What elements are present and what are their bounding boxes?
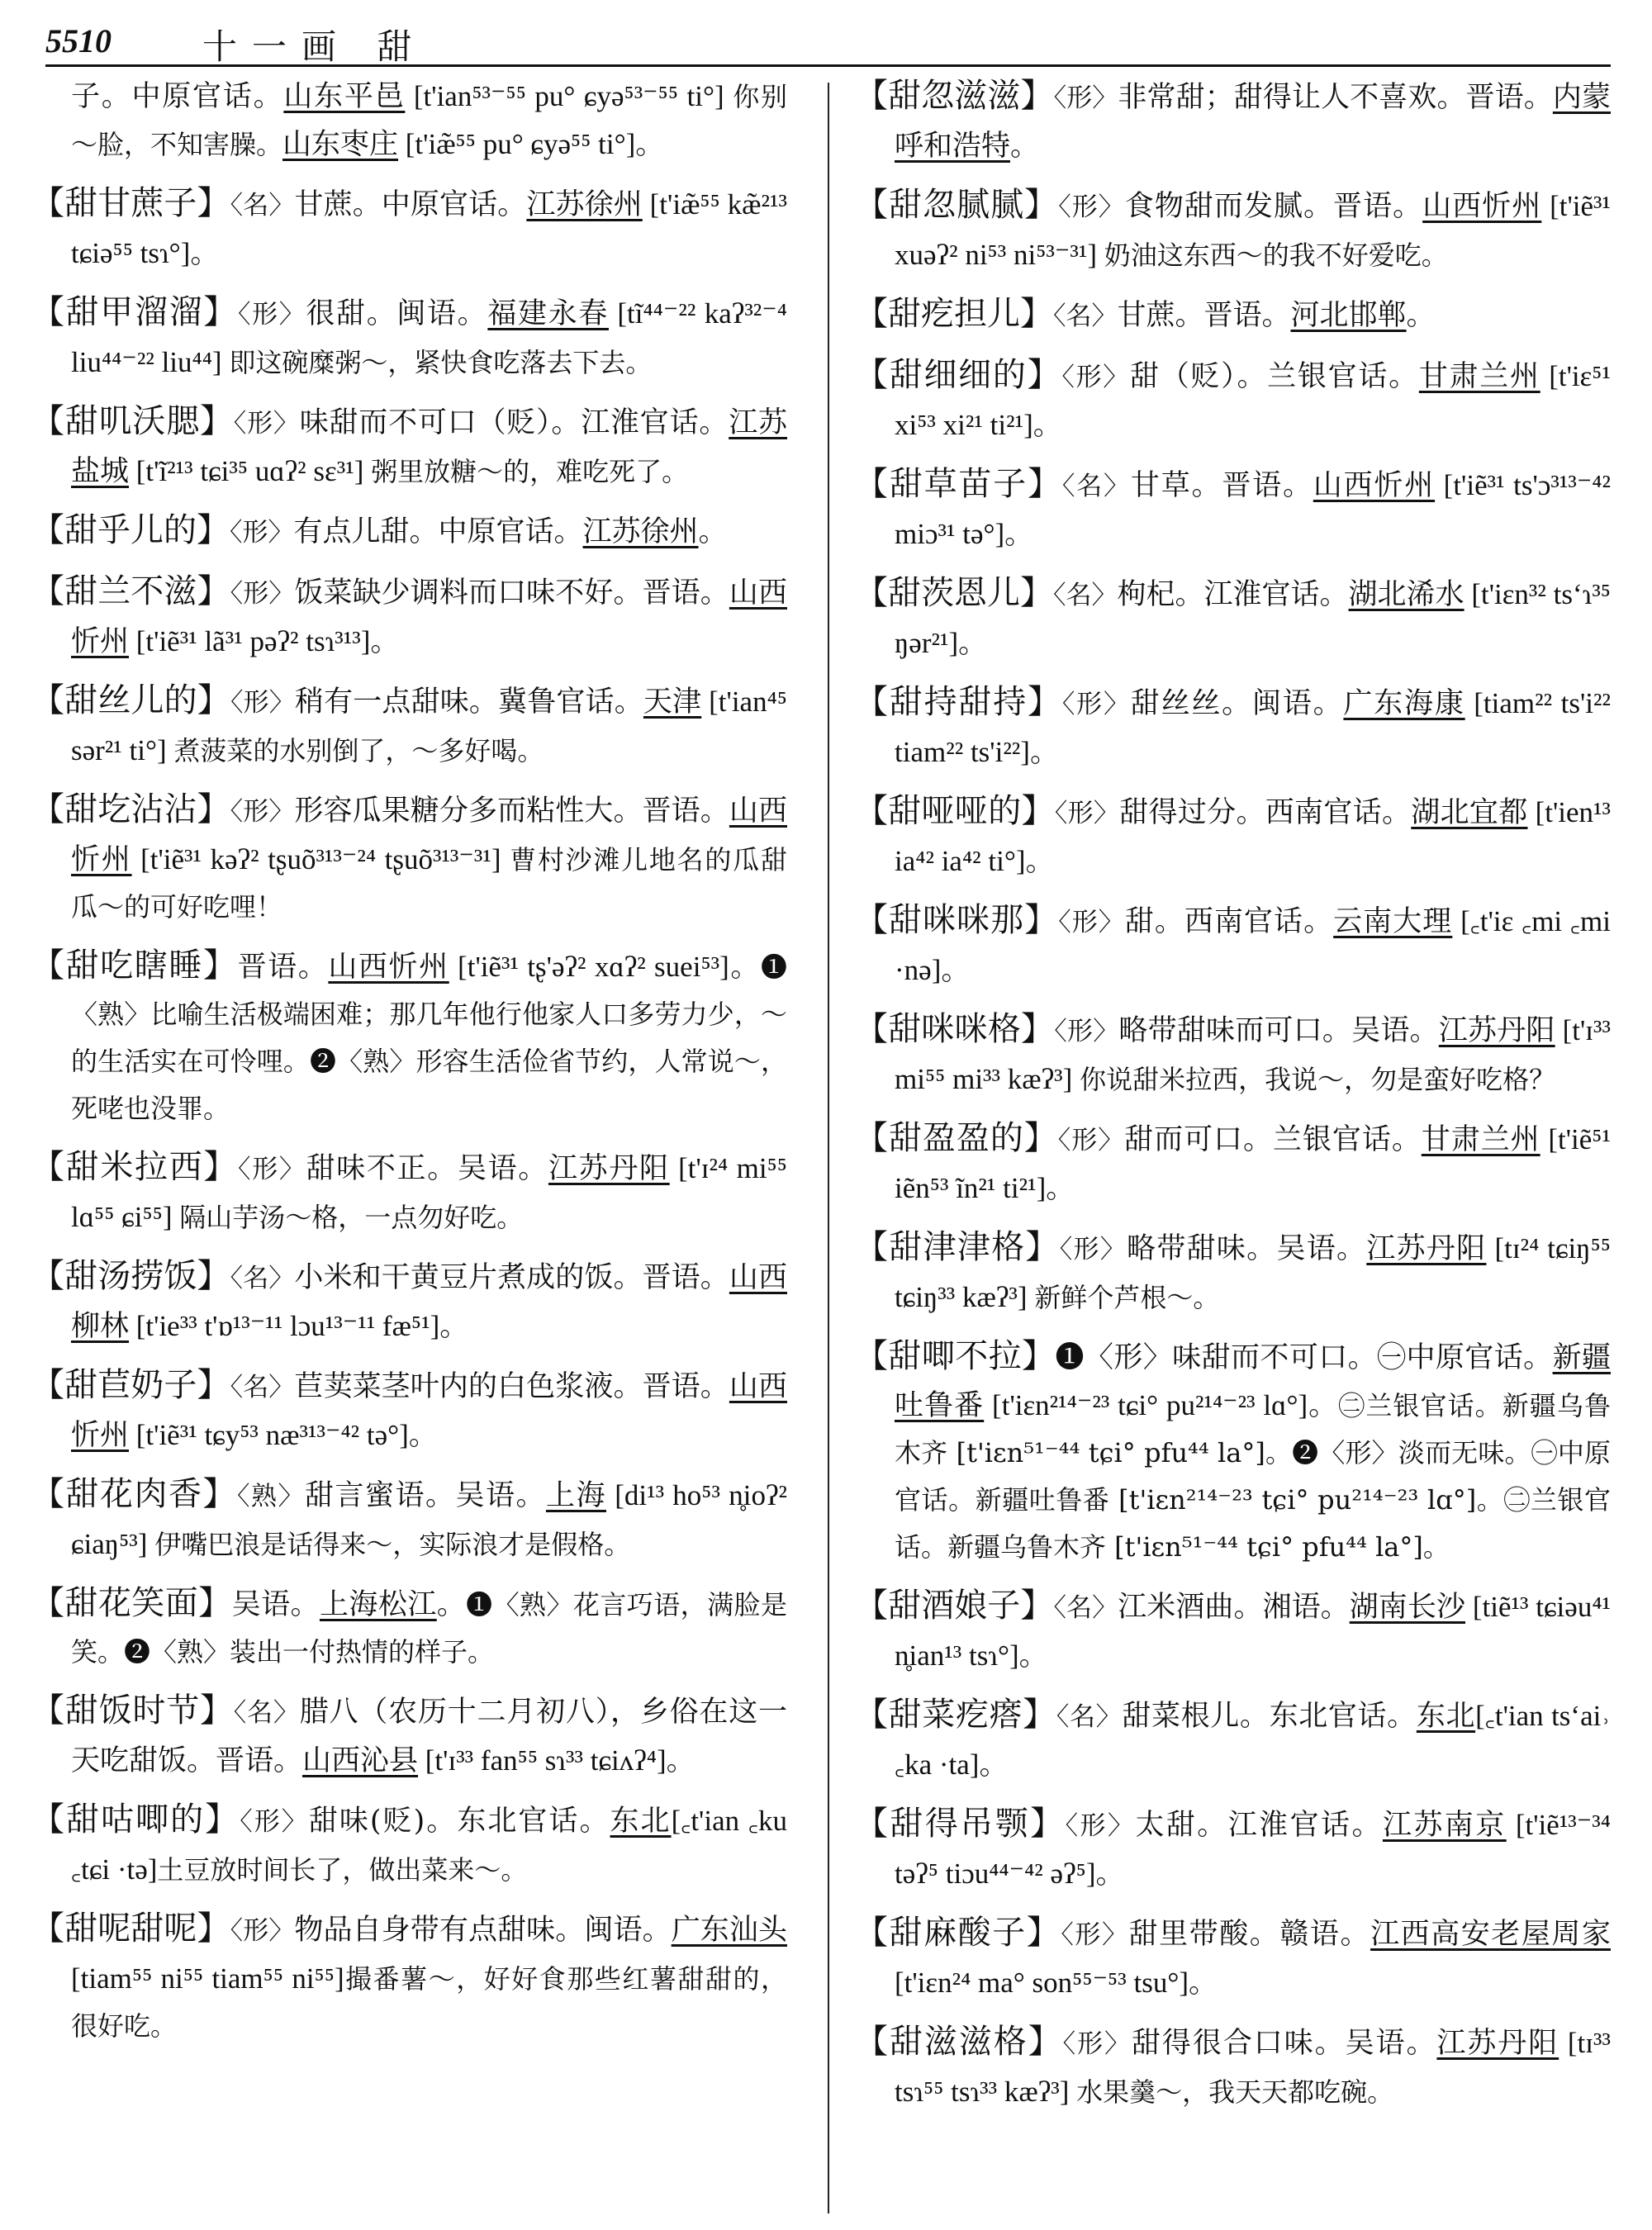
example-text: 曹村沙滩儿地名的瓜甜瓜～的可好吃哩！ — [71, 844, 787, 923]
phonetic-transcription: [tĩ⁴⁴⁻²² kaʔ³²⁻⁴ liu⁴⁴⁻²² liu⁴⁴] — [71, 297, 787, 378]
part-of-speech: 〈形〉 — [1054, 1017, 1119, 1046]
definition: 吴语。 — [231, 1588, 320, 1621]
headword: 【甜米拉西】 — [31, 1148, 239, 1186]
example-text: 粥里放糖～的，难吃死了。 — [371, 456, 689, 487]
dialect-location: 山西沁县 — [302, 1744, 419, 1777]
dialect-location: 山西忻州 — [328, 951, 449, 984]
phonetic-transcription: [t'iẽ³¹ ts'ɔ³¹³⁻⁴² miɔ³¹ tə°]。 — [895, 469, 1611, 550]
phonetic-transcription: [t'iɛn³² tsʻɿ³⁵ ŋər²¹]。 — [895, 578, 1612, 659]
phonetic-transcription: [t'iẽ⁵¹ iẽn⁵³ ĩn²¹ ti²¹]。 — [895, 1123, 1612, 1204]
phonetic-transcription: [tiam⁵⁵ ni⁵⁵ tiam⁵⁵ ni⁵⁵] — [71, 1962, 344, 1995]
definition: 甜得很合口味。吴语。 — [1131, 2027, 1437, 2060]
dialect-location: 山西忻州 — [71, 795, 787, 876]
phonetic-transcription: [tɪ³³ tsɿ⁵⁵ tsɿ³³ kæʔ³] — [895, 2027, 1611, 2108]
headword: 【甜得吊颚】 — [855, 1805, 1066, 1843]
definition: 食物甜而发腻。晋语。 — [1124, 190, 1423, 223]
example-text: 撮番薯～，好好食那些红薯甜甜的，很好吃。 — [71, 1963, 787, 2042]
part-of-speech: 〈形〉 — [1057, 1126, 1125, 1155]
definition: 形容瓜果糖分多而粘性大。晋语。 — [294, 795, 729, 828]
part-of-speech: 〈形〉 — [1061, 1920, 1129, 1950]
part-of-speech: 〈名〉 — [230, 191, 295, 221]
headword: 【甜唧不拉】 — [855, 1337, 1056, 1375]
dialect-location: 上海松江 — [319, 1588, 437, 1621]
phonetic-transcription: 。 — [436, 1588, 467, 1620]
dialect-location: 天津 — [643, 686, 702, 719]
definition: 甘蔗。中原官话。 — [294, 188, 527, 221]
example-text: ❶〈熟〉比喻生活极端困难；那几年他行他家人口多劳力少，～的生活实在可怜哩。❷〈熟〉形容生活俭省节约，人常说～，死咾也没罪。 — [71, 951, 787, 1124]
entry-text: 子。中原官话。 — [71, 80, 284, 113]
dictionary-entry — [855, 182, 1611, 279]
dialect-location: 上海 — [545, 1479, 606, 1512]
dictionary-entry — [855, 570, 1611, 667]
example-text: ㊁兰银官话。新疆乌鲁木齐 [t'iɛn⁵¹⁻⁴⁴ tɕi° pfu⁴⁴ la°]。❷〈形〉淡而无味。㊀中原官话。新疆吐鲁番 [t'iɛn²¹⁴⁻²³ tɕi° pu²¹⁴⁻²³ lɑ°]。㊁兰银官话。新疆乌鲁木齐 [t'iɛn⁵¹⁻⁴⁴ tɕi° pfu⁴⁴ la°]。 — [895, 1390, 1611, 1563]
phonetic-transcription: [tɪ²⁴ tɕiŋ⁵⁵ tɕiŋ³³ kæʔ³] — [895, 1232, 1611, 1313]
dictionary-entry — [31, 1144, 787, 1241]
definition: 腊八（农历十二月初八），乡俗在这一天吃甜饭。晋语。 — [71, 1696, 787, 1777]
headword: 【甜饭时节】 — [31, 1691, 234, 1729]
phonetic-transcription: [t'ie³³ t'ɒ¹³⁻¹¹ lɔu¹³⁻¹¹ fæ⁵¹]。 — [129, 1310, 469, 1342]
dictionary-entry — [855, 2019, 1611, 2116]
column-divider — [828, 83, 829, 2213]
headword: 【甜菜疙瘩】 — [855, 1696, 1056, 1734]
headword: 【甜呢甜呢】 — [31, 1910, 230, 1948]
headword: 【甜丝儿的】 — [31, 681, 230, 719]
dictionary-entry — [855, 1801, 1611, 1898]
part-of-speech: 〈形〉 — [230, 518, 294, 548]
right-column — [855, 73, 1611, 2128]
part-of-speech: 〈名〉 — [1053, 581, 1118, 610]
entry-continuation — [31, 73, 787, 168]
definition: 甘草。晋语。 — [1130, 469, 1313, 502]
example-text: 即这碗糜粥～，紧快食吃落去下去。 — [229, 347, 653, 378]
part-of-speech: 〈形〉 — [230, 688, 295, 718]
definition: 略带甜味而可口。吴语。 — [1118, 1014, 1439, 1047]
dictionary-entry — [855, 1006, 1611, 1103]
part-of-speech: 〈名〉 — [1056, 1702, 1123, 1732]
headword: 【甜花肉香】 — [31, 1475, 237, 1513]
dictionary-entry — [855, 1910, 1611, 2007]
definition: 物品自身带有点甜味。闽语。 — [294, 1914, 672, 1947]
headword: 【甜持甜持】 — [855, 683, 1062, 721]
headword: 【甜甘蔗子】 — [31, 184, 230, 222]
headword: 【甜咪咪格】 — [855, 1010, 1055, 1048]
headword: 【甜疙担儿】 — [855, 295, 1053, 333]
dictionary-entry — [31, 398, 787, 496]
dialect-location: 山西忻州 — [71, 576, 787, 658]
example-text: 煮菠菜的水别倒了，～多好喝。 — [173, 735, 544, 766]
dialect-location: 江苏丹阳 — [1366, 1232, 1487, 1265]
dictionary-entry — [855, 897, 1611, 994]
phonetic-transcription: [t'iẽ³¹ lã³¹ pəʔ² tsɿ³¹³]。 — [129, 625, 400, 657]
dictionary-entry — [31, 180, 787, 278]
phonetic-transcription: [tiẽ¹³ tɕiəu⁴¹ n̥ian¹³ tsɿ°]。 — [895, 1591, 1612, 1672]
definition: 味甜而不可口（贬）。江淮官话。 — [299, 406, 729, 439]
phonetic-transcription: 。 — [1010, 130, 1040, 162]
dialect-location: 山东平邑 — [283, 80, 406, 113]
definition: 甜言蜜语。吴语。 — [304, 1479, 546, 1512]
dialect-location: 新疆吐鲁番 — [895, 1341, 1611, 1422]
definition: 甜味不正。吴语。 — [306, 1152, 548, 1185]
phonetic-transcription: [t'iẽ³¹ xuəʔ² ni⁵³ ni⁵³⁻³¹] — [895, 190, 1611, 271]
headword: 【甜草苗子】 — [855, 465, 1062, 503]
section-title: 十一画 甜 — [202, 26, 427, 67]
dictionary-entry — [31, 1580, 787, 1676]
dialect-location: 湖北浠水 — [1348, 578, 1464, 611]
part-of-speech: 〈形〉 — [1053, 83, 1118, 113]
definition: 江米酒曲。湘语。 — [1118, 1591, 1350, 1624]
dialect-location: 广东汕头 — [671, 1914, 787, 1947]
dialect-location: 江苏丹阳 — [1438, 1014, 1555, 1047]
dictionary-entry — [855, 788, 1611, 885]
dictionary-entry — [31, 1253, 787, 1350]
headword: 【甜苣奶子】 — [31, 1366, 230, 1404]
phonetic-transcription: [tiam²² ts'i²² tiam²² ts'i²²]。 — [895, 687, 1611, 768]
example-text: 你说甜米拉西，我说～，勿是蛮好吃格？ — [1080, 1064, 1556, 1095]
example-text: 伊嘴巴浪是话得来～，实际浪才是假格。 — [154, 1529, 631, 1560]
phonetic-transcription: [t'ien¹³ ia⁴² ia⁴² ti°]。 — [895, 796, 1611, 877]
part-of-speech: 〈形〉 — [1058, 908, 1125, 937]
part-of-speech: 〈形〉 — [1065, 1811, 1136, 1841]
dialect-location: 江苏丹阳 — [548, 1152, 670, 1185]
part-of-speech: 〈名〉 — [230, 1264, 295, 1293]
dictionary-entry — [31, 1687, 787, 1785]
headword: 【甜乎儿的】 — [31, 511, 230, 549]
definition: 甜而可口。兰银官话。 — [1124, 1123, 1422, 1156]
headword: 【甜汤捞饭】 — [31, 1257, 230, 1295]
dialect-location: 东北 — [1416, 1700, 1476, 1733]
part-of-speech: 〈形〉 — [1054, 799, 1120, 828]
part-of-speech: 〈形〉 — [233, 409, 300, 439]
phonetic-transcription: [t'ian⁴⁵ sər²¹ ti°] — [71, 686, 787, 766]
dictionary-entry — [31, 507, 787, 557]
phonetic-transcription: [꜀t'ian ꜀ku ꜀tɕi ·tə] — [71, 1805, 788, 1886]
dialect-location: 江苏丹阳 — [1436, 2027, 1559, 2060]
phonetic-transcription: [t'iɛn²¹⁴⁻²³ tɕi° pu²¹⁴⁻²³ lɑ°]。 — [984, 1389, 1339, 1421]
dialect-location: 广东海康 — [1343, 687, 1465, 720]
dictionary-entry — [855, 461, 1611, 558]
part-of-speech: 〈形〉 — [1059, 1235, 1127, 1264]
dialect-location: 江西高安老屋周家 — [1370, 1918, 1611, 1951]
part-of-speech: 〈形〉 — [240, 1807, 309, 1837]
headword: 【甜叽沃腮】 — [31, 402, 234, 440]
dialect-location: 江苏徐州 — [582, 515, 699, 548]
headword: 【甜酒娘子】 — [855, 1587, 1054, 1625]
headword: 【甜麻酸子】 — [855, 1914, 1061, 1952]
part-of-speech: 〈名〉 — [233, 1698, 300, 1728]
dialect-location: 内蒙呼和浩特 — [895, 81, 1611, 163]
headword: 【甜津津格】 — [855, 1228, 1060, 1266]
headword: 【甜哑哑的】 — [855, 792, 1055, 830]
dialect-location: 山西忻州 — [1422, 190, 1542, 223]
definition: 甜菜根儿。东北官话。 — [1122, 1700, 1417, 1733]
phonetic-transcription: [t'iẽ³¹ kəʔ² tʂuõ³¹³⁻²⁴ tʂuõ³¹³⁻³¹] — [131, 843, 510, 875]
part-of-speech: 〈形〉 — [1061, 690, 1131, 719]
dictionary-entry — [855, 73, 1611, 170]
headword: 【甜咪咪那】 — [855, 901, 1059, 939]
left-column — [31, 73, 787, 2062]
headword: 【甜圪沾沾】 — [31, 790, 230, 828]
definition: 稍有一点甜味。冀鲁官话。 — [294, 686, 643, 719]
phonetic-transcription: [di¹³ ho⁵³ n̥ioʔ² ɕiaŋ⁵³] — [71, 1479, 788, 1560]
page-number: 5510 — [45, 22, 112, 59]
part-of-speech: 〈名〉 — [230, 1373, 295, 1402]
dialect-location: 福建永春 — [487, 297, 609, 330]
phonetic-transcription: [t'iɛn²⁴ ma° son⁵⁵⁻⁵³ tsu°]。 — [895, 1967, 1218, 1999]
phonetic-transcription: 。 — [1406, 299, 1436, 331]
definition: 非常甜；甜得让人不喜欢。晋语。 — [1118, 81, 1553, 114]
part-of-speech: 〈形〉 — [1058, 192, 1125, 222]
dialect-location: 山东枣庄 — [282, 128, 399, 161]
dictionary-entry — [855, 1333, 1611, 1571]
dialect-location: 江苏盐城 — [71, 406, 787, 488]
definition: 甜得过分。西南官话。 — [1119, 796, 1412, 829]
part-of-speech: 〈名〉 — [1053, 1593, 1118, 1623]
phonetic-transcription: [t'ian⁵³⁻⁵⁵ pu° ɕyə⁵³⁻⁵⁵ ti°] — [405, 80, 733, 112]
dictionary-entry — [31, 1796, 787, 1894]
part-of-speech: 〈名〉 — [1053, 301, 1118, 331]
definition: 饭菜缺少调料而口味不好。晋语。 — [294, 576, 729, 610]
headword: 【甜兰不滋】 — [31, 572, 230, 610]
definition: 甜里带酸。赣语。 — [1128, 1918, 1371, 1951]
example-text: ❶〈熟〉花言巧语，满脸是笑。❷〈熟〉装出一付热情的样子。 — [71, 1589, 787, 1668]
headword: 【甜吃瞎睡】 — [31, 947, 238, 985]
definition: 晋语。 — [237, 951, 329, 984]
dictionary-entry — [855, 1115, 1611, 1212]
dictionary-entry — [855, 1224, 1611, 1321]
dictionary-entry — [855, 1582, 1611, 1680]
definition: 甜（贬）。兰银官话。 — [1130, 360, 1419, 393]
headword: 【甜忽腻腻】 — [855, 186, 1059, 224]
dialect-location: 河北邯郸 — [1290, 299, 1407, 332]
dialect-location: 湖南长沙 — [1349, 1591, 1466, 1624]
definition: 甘蔗。晋语。 — [1117, 299, 1291, 332]
dialect-location: 云南大理 — [1333, 905, 1453, 938]
phonetic-transcription: [t'iẽ³¹ tɕy⁵³ næ³¹³⁻⁴² tə°]。 — [129, 1419, 438, 1451]
part-of-speech: 〈形〉 — [237, 300, 306, 330]
definition: 苣荬菜茎叶内的白色浆液。晋语。 — [294, 1370, 729, 1403]
dictionary-entry — [855, 352, 1611, 449]
phonetic-transcription: 。 — [698, 515, 728, 548]
dictionary-entry — [31, 942, 787, 1132]
phonetic-transcription: [t'iɛ⁵¹ xi⁵³ xi²¹ ti²¹]。 — [895, 360, 1611, 441]
definition: 略带甜味。吴语。 — [1127, 1232, 1367, 1265]
phonetic-transcription: [t'iẽ³¹ tʂ'əʔ² xɑʔ² suei⁵³]。 — [449, 951, 761, 983]
part-of-speech: 〈形〉 — [1061, 363, 1131, 392]
definition: 太甜。江淮官话。 — [1135, 1809, 1383, 1842]
part-of-speech: 〈形〉 — [1062, 2029, 1132, 2059]
dictionary-entry — [855, 679, 1611, 776]
part-of-speech: 〈熟〉 — [236, 1482, 305, 1511]
definition: 枸杞。江淮官话。 — [1117, 578, 1349, 611]
dialect-location: 甘肃兰州 — [1418, 360, 1540, 393]
phonetic-transcription: [t'ɪ³³ mi⁵⁵ mi³³ kæʔ³] — [895, 1014, 1611, 1095]
phonetic-transcription: [t'ɪ²⁴ mi⁵⁵ lɑ⁵⁵ ɕi⁵⁵] — [71, 1152, 787, 1233]
dictionary-entry — [31, 289, 787, 387]
dialect-location: 湖北宜都 — [1411, 796, 1528, 829]
definition: 小米和干黄豆片煮成的饭。晋语。 — [294, 1261, 729, 1294]
part-of-speech: 〈形〉 — [230, 579, 295, 609]
definition: ❶〈形〉味甜而不可口。㊀中原官话。 — [1055, 1341, 1553, 1374]
example-text: 水果羹～，我天天都吃碗。 — [1076, 2076, 1394, 2108]
part-of-speech: 〈形〉 — [230, 1916, 295, 1946]
part-of-speech: 〈形〉 — [238, 1155, 306, 1184]
dictionary-entry — [31, 1362, 787, 1459]
headword: 【甜滋滋格】 — [855, 2023, 1063, 2061]
headword: 【甜茨恩儿】 — [855, 574, 1054, 612]
definition: 有点儿甜。中原官话。 — [293, 515, 583, 548]
part-of-speech: 〈形〉 — [230, 797, 295, 827]
phonetic-transcription: [t'ɪ³³ fan⁵⁵ sɿ³³ tɕiʌʔ⁴]。 — [418, 1744, 695, 1777]
definition: 甜。西南官话。 — [1124, 905, 1334, 938]
headword: 【甜细细的】 — [855, 356, 1062, 394]
dialect-location: 山西忻州 — [71, 1370, 787, 1452]
headword: 【甜盈盈的】 — [855, 1119, 1058, 1157]
phonetic-transcription: [꜀t'iɛ ꜀mi ꜀mi ·nə]。 — [895, 905, 1611, 986]
dictionary-entry — [855, 1691, 1611, 1789]
dialect-location: 江苏南京 — [1382, 1809, 1507, 1842]
dictionary-entry — [31, 568, 787, 666]
dictionary-entry — [31, 677, 787, 775]
headword: 【甜咕唧的】 — [31, 1801, 240, 1839]
example-text: 隔山芋汤～格，一点勿好吃。 — [179, 1202, 524, 1233]
dialect-location: 山西柳林 — [71, 1261, 787, 1343]
example-text: 新鲜个芦根～。 — [1034, 1282, 1220, 1313]
phonetic-transcription: [꜀t'ian tsʻai˒ ꜀ka ·ta]。 — [895, 1700, 1611, 1781]
phonetic-transcription: [t'iæ̃⁵⁵ pu° ɕyə⁵⁵ ti°]。 — [398, 128, 665, 160]
definition: 甜丝丝。闽语。 — [1130, 687, 1344, 720]
headword: 【甜忽滋滋】 — [855, 77, 1054, 115]
dialect-location: 东北 — [610, 1805, 672, 1838]
dictionary-entry — [31, 1471, 787, 1568]
headword: 【甜甲溜溜】 — [31, 293, 238, 331]
dictionary-entry — [855, 291, 1611, 340]
phonetic-transcription: [t'iẽ¹³⁻³⁴ təʔ⁵ tiɔu⁴⁴⁻⁴² əʔ⁵]。 — [895, 1809, 1611, 1890]
dialect-location: 甘肃兰州 — [1421, 1123, 1540, 1156]
dialect-location: 江苏徐州 — [526, 188, 643, 221]
dictionary-entry — [31, 1905, 787, 2050]
phonetic-transcription: [t'ĩ²¹³ tɕi³⁵ uɑʔ² sɛ³¹] — [129, 455, 372, 487]
phonetic-transcription: [t'iæ̃⁵⁵ kæ̃²¹³ tɕiə⁵⁵ tsɿ°]。 — [71, 188, 787, 269]
example-text: 你别～脸，不知害臊。 — [71, 81, 787, 160]
example-text: 土豆放时间长了，做出菜来～。 — [157, 1854, 528, 1886]
part-of-speech: 〈名〉 — [1061, 472, 1131, 501]
dialect-location: 山西忻州 — [1313, 469, 1436, 502]
example-text: 奶油这东西～的我不好爱吃。 — [1104, 240, 1448, 271]
definition: 甜味(贬)。东北官话。 — [308, 1805, 610, 1838]
dictionary-entry — [31, 786, 787, 931]
headword: 【甜花笑面】 — [31, 1584, 232, 1622]
page-header — [45, 15, 1611, 67]
definition: 很甜。闽语。 — [306, 297, 488, 330]
